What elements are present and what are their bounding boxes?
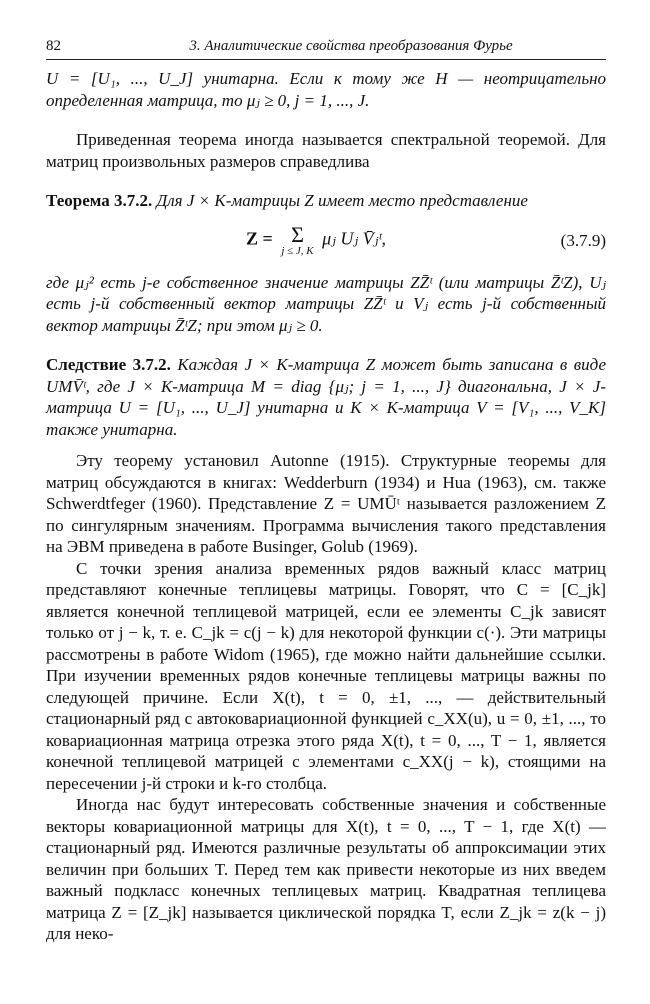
formula-3-7-9 xyxy=(46,218,606,264)
formula-body xyxy=(46,224,526,257)
sum-limits: j ≤ J, K xyxy=(281,245,314,257)
sum-sign: Σ xyxy=(291,222,304,247)
paragraph-autonne: Эту теорему установил Autonne (1915). Структурные теоремы для матриц обсуждаются в книгах: Wedderburn (1934) и Hua (1963), см. также Schwerdtfeger (1960). Представление Z = UMŪᵗ называется разложением Z по сингулярным значениям. Программа вычисления такого представления на ЭВМ приведена в работе Businger, Golub (1969). xyxy=(46,451,606,556)
paragraph-eigen-description: где μⱼ² есть j-е собственное значение матрицы ZZ̄ᵗ (или матрицы Z̄ᵗZ), Uⱼ есть j-й собственный вектор матрицы ZZ̄ᵗ и Vⱼ есть j-й собственный вектор матрицы Z̄ᵗZ; при этом μⱼ ≥ 0. xyxy=(46,272,606,335)
theorem-text: Для J × K-матрицы Z имеет место представление xyxy=(156,191,528,210)
sum-operator xyxy=(281,224,313,257)
paragraph-theorem-tail: U = [U₁, ..., U_J] унитарна. Если к тому же H — неотрицательно определенная матрица, то μⱼ ≥ 0, j = 1, ..., J. xyxy=(46,69,606,110)
formula-rhs: μⱼ Uⱼ V̄ⱼᵗ, xyxy=(322,228,386,249)
formula-lhs: Z = xyxy=(246,228,273,249)
corollary-3-7-2 xyxy=(46,354,606,440)
paragraph-toeplitz: С точки зрения анализа временных рядов важный класс матриц представляют конечные теплицевы матрицы. Говорят, что C = [C_jk] является конечной теплицевой матрицей, если ее элементы C_jk зависят только от j − k, т. е. C_jk = c(j − k) для некоторой функции c(·). Эти матрицы рассмотрены в работе Widom (1965), где можно найти дальнейшие ссылки. При изучении временных рядов конечные теплицевы матрицы важны по следующей причине. Если X(t), t = 0, ±1, ..., — действительный стационарный ряд с автоковариационной функцией c_XX(u), u = 0, ±1, ..., то ковариационная матрица отрезка этого ряда X(t), t = 0, ..., T − 1, является конечной теплицевой матрицей с элементами c_XX(j − k), стоящими на пересечении j-й строки и k-го столбца. xyxy=(46,558,606,793)
page-number: 82 xyxy=(46,38,61,54)
paragraph-eigenvalues: Иногда нас будут интересовать собственные значения и собственные векторы ковариационной матрицы для X(t), t = 0, ..., T − 1, где X(t) — стационарный ряд. Имеются различные результаты об аппроксимации этих величин при больших T. Перед тем как привести некоторые из них введем важный подкласс конечных теплицевых матриц. Квадратная теплицева матрица Z = [Z_jk] называется циклической порядка T, если Z_jk = z(k − j) для неко- xyxy=(46,795,606,943)
paragraph-spectral-theorem: Приведенная теорема иногда называется спектральной теоремой. Для матриц произвольных размеров справедлива xyxy=(46,130,606,171)
corollary-label: Следствие 3.7.2. xyxy=(46,355,171,374)
theorem-3-7-2 xyxy=(46,190,606,212)
running-header xyxy=(46,38,606,60)
formula-number: (3.7.9) xyxy=(560,230,606,250)
corollary-text: Каждая J × K-матрица Z может быть записана в виде UMV̄ᵗ, где J × K-матрица M = diag {μⱼ; j = 1, ..., J} диагональна, J × J-матрица U = [U₁, ..., U_J] унитарна и K × K-матрица V = [V₁, ..., V_K] также унитарна. xyxy=(46,355,607,439)
theorem-label: Теорема 3.7.2. xyxy=(46,191,153,210)
book-page xyxy=(46,38,606,945)
running-title: 3. Аналитические свойства преобразования Фурье xyxy=(189,38,513,54)
